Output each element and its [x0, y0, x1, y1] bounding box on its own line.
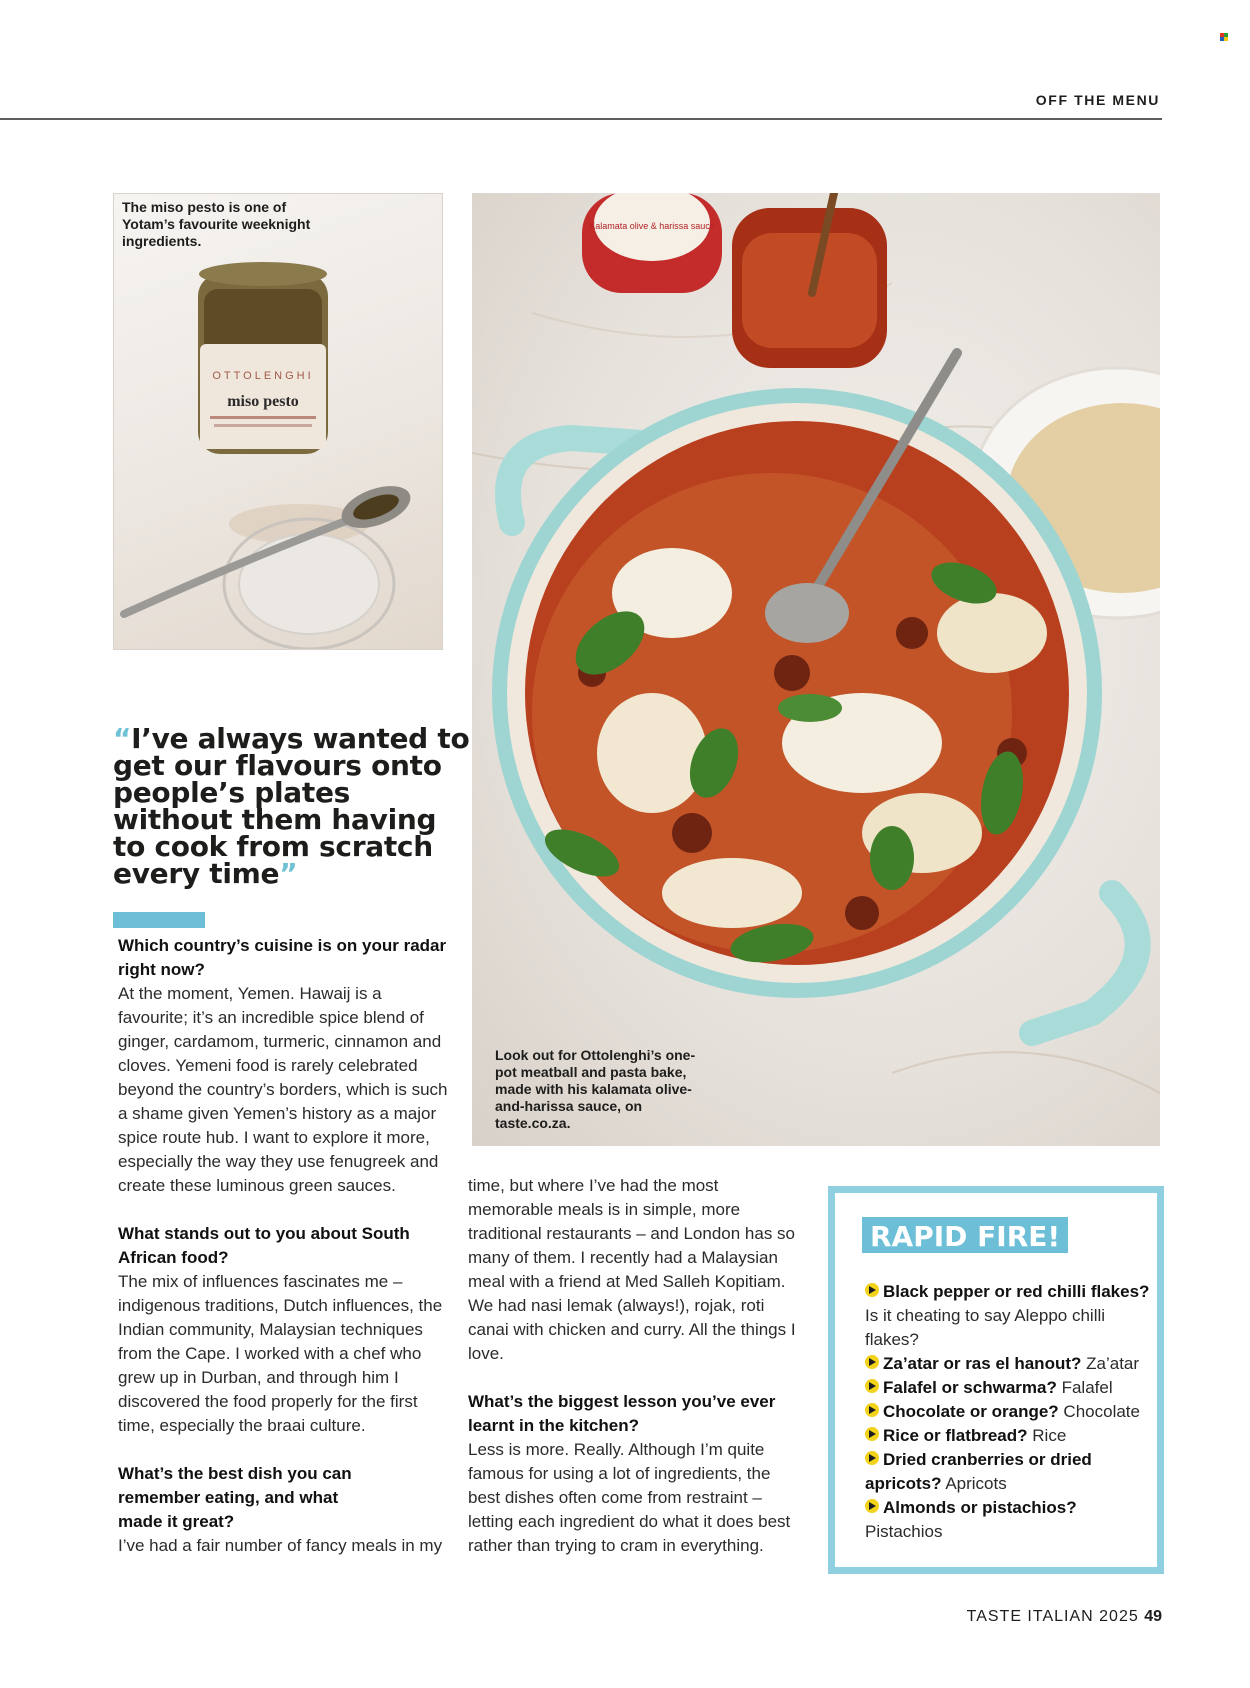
interview-column-1 [118, 934, 450, 1558]
quote-accent-bar [113, 912, 205, 928]
rapid-fire-item: Falafel or schwarma? Falafel [865, 1376, 1155, 1400]
photo-pasta-bake [472, 193, 1160, 1146]
registration-mark [1220, 33, 1228, 41]
arrow-bullet-icon [865, 1451, 879, 1465]
arrow-bullet-icon [865, 1427, 879, 1441]
page-number: 49 [1144, 1608, 1162, 1625]
section-label: OFF THE MENU [1035, 92, 1160, 108]
miso-pesto-caption: The miso pesto is one of Yotam’s favourite weeknight ingredients. [122, 199, 311, 249]
rapid-fire-list [865, 1280, 1155, 1544]
quote-close-mark: ” [279, 857, 298, 890]
rapid-fire-title: RAPID FIRE! [862, 1217, 1068, 1253]
photo-miso-pesto [113, 193, 443, 650]
pesto-jar-label: miso pesto [227, 393, 299, 410]
page-footer [967, 1608, 1162, 1626]
arrow-bullet-icon [865, 1403, 879, 1417]
answer-1: At the moment, Yemen. Hawaij is a favourite; it’s an incredible spice blend of ginger, cardamom, turmeric, cinnamon and cloves. Yemeni food is rarely celebrated beyond the country’s borders, which is such a shame given Yemen’s history as a major spice route hub. I want to explore it more, especially the way they use fenugreek and create these luminous green sauces. [118, 984, 448, 1195]
miso-pesto-illustration [114, 194, 443, 650]
rapid-fire-item: Chocolate or orange? Chocolate [865, 1400, 1155, 1424]
rapid-fire-item: Dried cranberries or dried apricots? Apricots [865, 1450, 1092, 1493]
rapid-fire-box [828, 1186, 1164, 1574]
sauce-jar-label: Kalamata olive & harissa sauce [589, 221, 715, 231]
pesto-jar-brand: OTTOLENGHI [212, 370, 314, 382]
pasta-bake-illustration [472, 193, 1160, 1146]
interview-column-2 [468, 1174, 803, 1558]
header-rule [0, 118, 1162, 120]
quote-open-mark: “ [113, 722, 132, 755]
question-2: What stands out to you about South African food? [118, 1224, 410, 1267]
rapid-fire-item: Almonds or pistachios? Pistachios [865, 1498, 1077, 1541]
question-3: What’s the best dish you can remember eating, and what made it great? [118, 1464, 352, 1531]
rapid-fire-item: Rice or flatbread? Rice [865, 1424, 1155, 1448]
question-4: What’s the biggest lesson you’ve ever learnt in the kitchen? [468, 1392, 776, 1435]
publication-name: TASTE ITALIAN 2025 [966, 1608, 1139, 1625]
rapid-fire-item: Black pepper or red chilli flakes? Is it cheating to say Aleppo chilli flakes? [865, 1282, 1150, 1349]
answer-2: The mix of influences fascinates me – indigenous traditions, Dutch influences, the Indian community, Malaysian techniques from the Cape. I worked with a chef who grew up in Durban, and through him I discovered the food properly for the first time, especially the braai culture. [118, 1272, 443, 1435]
answer-3-start: I’ve had a fair number of fancy meals in my [118, 1536, 443, 1555]
rapid-fire-item: Za’atar or ras el hanout? Za’atar [865, 1352, 1155, 1376]
pasta-bake-caption: Look out for Ottolenghi’s one-pot meatball and pasta bake, made with his kalamata olive-and-harissa sauce, on taste.co.za. [495, 1047, 696, 1131]
pull-quote [113, 722, 473, 890]
arrow-bullet-icon [865, 1355, 879, 1369]
question-1: Which country’s cuisine is on your radar right now? [118, 936, 447, 979]
arrow-bullet-icon [865, 1283, 879, 1297]
arrow-bullet-icon [865, 1379, 879, 1393]
arrow-bullet-icon [865, 1499, 879, 1513]
answer-3-continued: time, but where I’ve had the most memorable meals is in simple, more traditional restaurants – and London has so many of them. I recently had a Malaysian meal with a friend at Med Salleh Kopitiam. We had nasi lemak (always!), rojak, roti canai with chicken and curry. All the things I love. [468, 1176, 796, 1363]
answer-4: Less is more. Really. Although I’m quite famous for using a lot of ingredients, the best dishes often come from restraint – letting each ingredient do what it does best rather than trying to cram in everything. [468, 1440, 791, 1555]
pull-quote-text: I’ve always wanted to get our flavours onto people’s plates without them having to cook from scratch every time [113, 722, 470, 890]
